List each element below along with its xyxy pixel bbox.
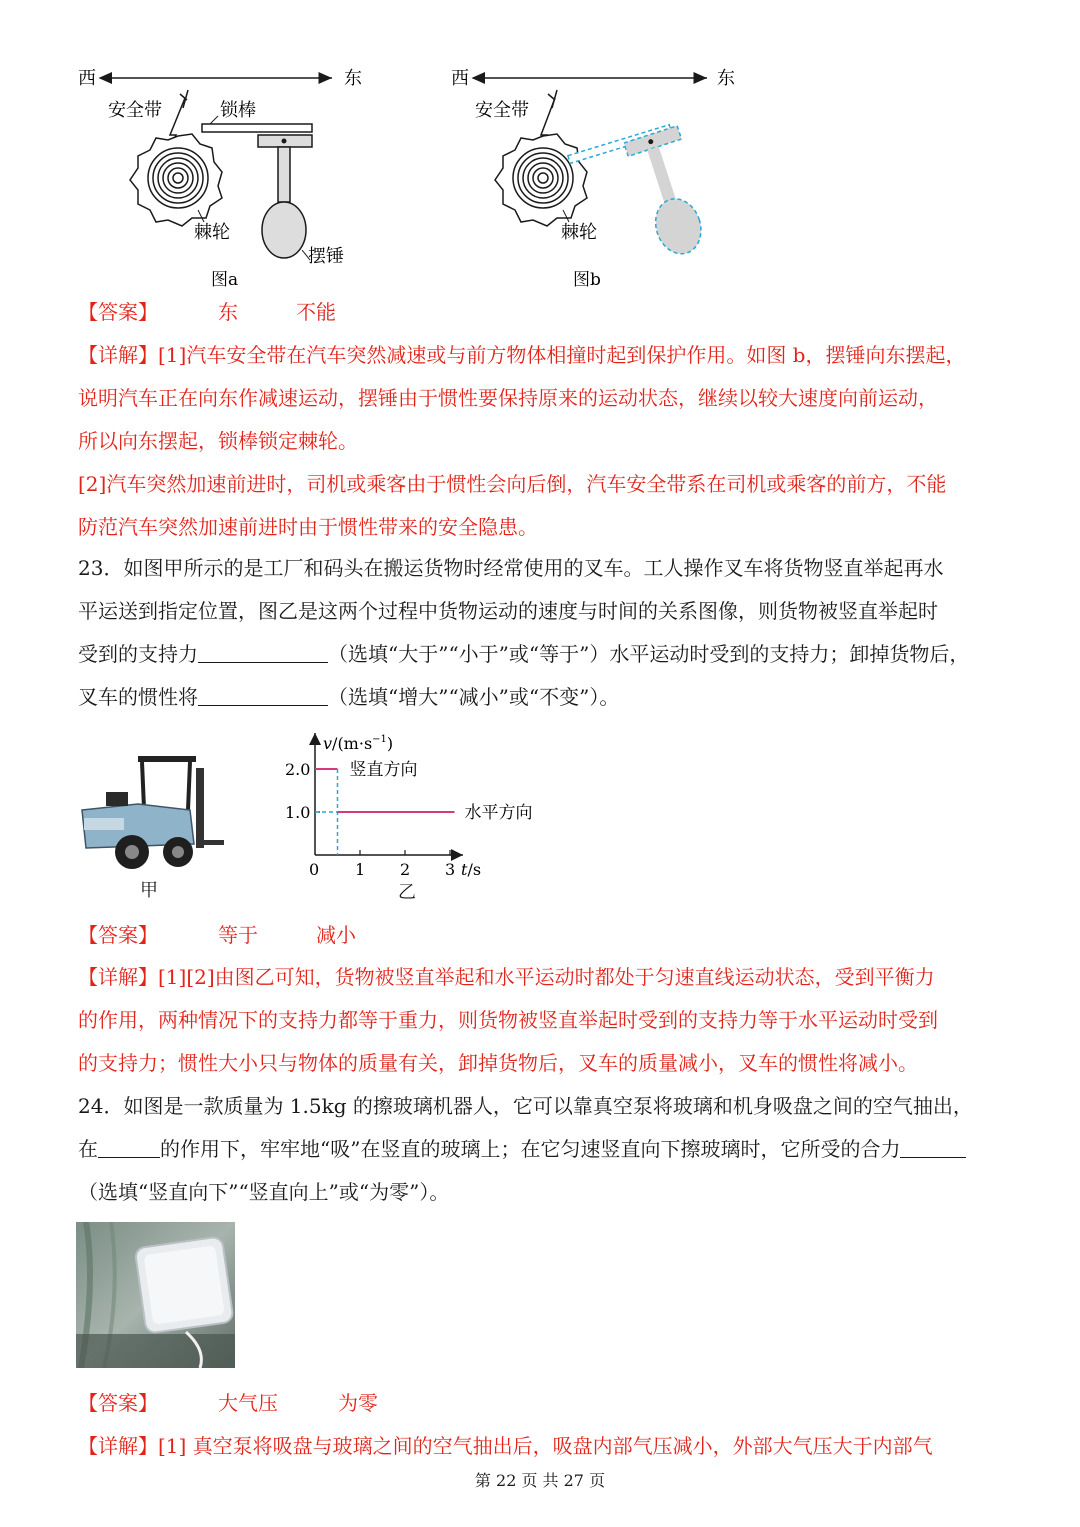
page-footer: 第 22 页 共 27 页 <box>474 1471 606 1490</box>
detail-tag: 【详解】 <box>78 343 158 367</box>
q23-answer-line <box>78 921 356 949</box>
figure-a-caption: 图a <box>211 270 239 290</box>
answer-2: 不能 <box>296 300 336 324</box>
answer-blank-2[interactable] <box>900 1137 966 1158</box>
q22-detail-l1: 【详解】[1]汽车安全带在汽车突然减速或与前方物体相撞时起到保护作用。如图 b，摆锤向东摆起， <box>78 343 966 367</box>
q23-detail-l3: 的支持力；惯性大小只与物体的质量有关，卸掉货物后，叉车的质量减小，叉车的惯性将减小。 <box>78 1051 918 1075</box>
series-label-horizontal: 水平方向 <box>464 803 533 823</box>
q23-detail-l2: 的作用，两种情况下的支持力都等于重力，则货物被竖直举起时受到的支持力等于水平运动时受到 <box>78 1008 938 1032</box>
figure-b <box>445 60 765 295</box>
detail-tag: 【详解】 <box>78 1434 158 1458</box>
west-label: 西 <box>451 68 469 89</box>
figure-b-caption: 图b <box>573 270 601 290</box>
ratchet-wheel <box>495 134 587 226</box>
velocity-time-chart <box>275 725 545 900</box>
answer-tag: 【答案】 <box>78 923 158 947</box>
pendulum-label: 摆锤 <box>308 246 344 267</box>
q22-answer-line <box>78 298 336 326</box>
q22-detail-l2: 说明汽车正在向东作减速运动，摆锤由于惯性要保持原来的运动状态，继续以较大速度向前运动， <box>78 386 938 410</box>
pendulum-swung <box>624 126 716 261</box>
chart-caption: 乙 <box>398 882 416 903</box>
x-axis-label: t/s <box>461 860 482 879</box>
q22-detail-l5: 防范汽车突然加速前进时由于惯性带来的安全隐患。 <box>78 515 538 539</box>
east-label: 东 <box>717 68 735 89</box>
q23-stem-l1: 23．如图甲所示的是工厂和码头在搬运货物时经常使用的叉车。工人操作叉车将货物竖直举起再水 <box>78 556 944 580</box>
ratchet-label: 棘轮 <box>194 222 230 243</box>
answer-1: 大气压 <box>218 1391 278 1415</box>
figure-a <box>70 60 390 295</box>
y-tick-label: 1.0 <box>285 803 311 822</box>
answer-tag: 【答案】 <box>78 300 158 324</box>
belt-label: 安全带 <box>475 100 529 121</box>
answer-2: 为零 <box>338 1391 378 1415</box>
answer-2: 减小 <box>316 923 356 947</box>
origin-label: 0 <box>309 860 320 879</box>
q23-detail-l1: 【详解】[1][2]由图乙可知，货物被竖直举起和水平运动时都处于匀速直线运动状态，受到平衡力 <box>78 965 935 989</box>
q24-answer-line <box>78 1389 378 1417</box>
y-axis-label: $v/(m\cdot s^{-1})$ <box>323 734 394 753</box>
answer-blank-1[interactable] <box>98 1137 160 1158</box>
q24-stem-l1: 24．如图是一款质量为 1.5kg 的擦玻璃机器人，它可以靠真空泵将玻璃和机身吸盘之间的空气抽出， <box>78 1094 973 1118</box>
q23-stem-l2: 平运送到指定位置，图乙是这两个过程中货物运动的速度与时间的关系图像，则货物被竖直举起时 <box>78 599 938 623</box>
ratchet-wheel <box>130 134 222 226</box>
lockbar-label: 锁棒 <box>220 100 256 121</box>
q24-detail-l1: 【详解】[1] 真空泵将吸盘与玻璃之间的空气抽出后，吸盘内部气压减小，外部大气压大于内部气 <box>78 1434 933 1458</box>
q24-stem-l3: （选填“竖直向下”“竖直向上”或“为零”）。 <box>78 1180 450 1204</box>
ratchet-label: 棘轮 <box>561 222 597 243</box>
pendulum <box>258 135 312 258</box>
window-robot-photo <box>76 1222 235 1368</box>
series-label-vertical: 竖直方向 <box>349 760 418 780</box>
answer-blank-1[interactable] <box>198 642 328 663</box>
west-label: 西 <box>78 68 96 89</box>
x-tick-label: 3 <box>445 860 456 879</box>
answer-tag: 【答案】 <box>78 1391 158 1415</box>
x-tick-label: 2 <box>400 860 411 879</box>
lock-bar <box>202 124 312 132</box>
y-tick-label: 2.0 <box>285 760 311 779</box>
forklift-caption: 甲 <box>140 880 158 901</box>
belt-label: 安全带 <box>108 100 162 121</box>
q23-stem-l4: 叉车的惯性将 （选填“增大”“减小”或“不变”）。 <box>78 685 620 709</box>
east-label: 东 <box>344 68 362 89</box>
q24-stem-l2: 在 的作用下，牢牢地“吸”在竖直的玻璃上；在它匀速竖直向下擦玻璃时，它所受的合力 <box>78 1135 966 1163</box>
forklift-photo <box>78 748 224 872</box>
answer-blank-2[interactable] <box>198 685 328 706</box>
x-tick-label: 1 <box>355 860 366 879</box>
q22-detail-l3: 所以向东摆起，锁棒锁定棘轮。 <box>78 429 358 453</box>
answer-1: 东 <box>218 300 238 324</box>
q22-detail-l4: [2]汽车突然加速前进时，司机或乘客由于惯性会向后倒，汽车安全带系在司机或乘客的前方，不能 <box>78 472 947 496</box>
answer-1: 等于 <box>218 923 258 947</box>
q23-stem-l3: 受到的支持力 （选填“大于”“小于”或“等于”）水平运动时受到的支持力；卸掉货物后， <box>78 642 970 666</box>
detail-tag: 【详解】 <box>78 965 158 989</box>
